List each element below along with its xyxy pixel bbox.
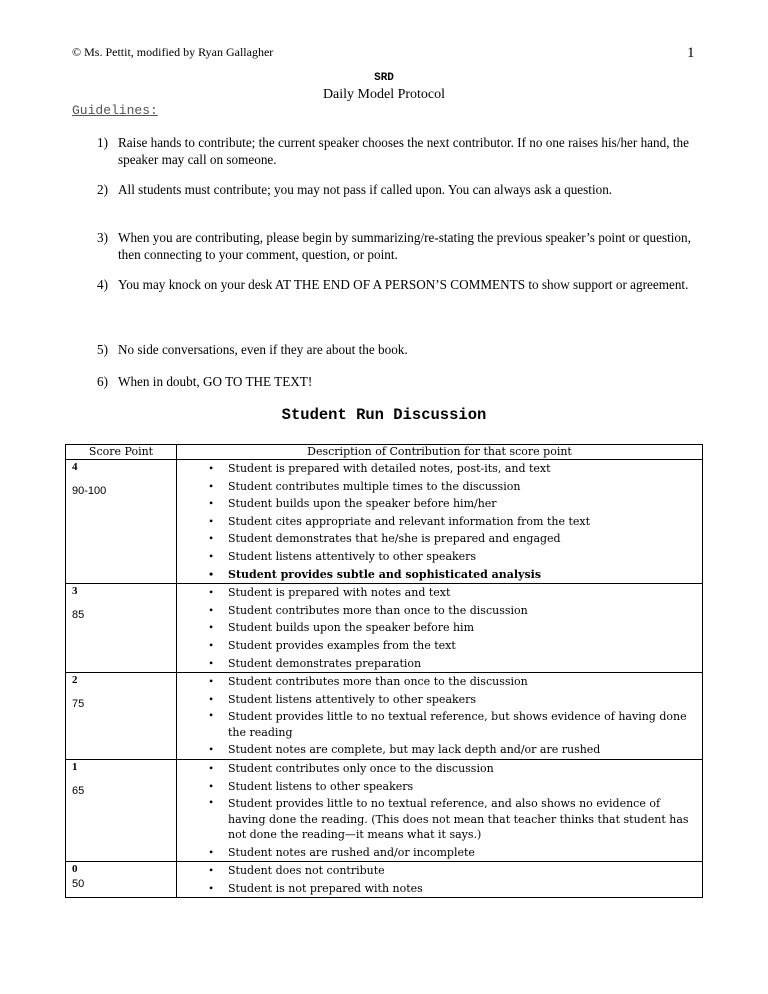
list-item: • Student notes are complete, but may lack depth and/or are rushed <box>177 741 702 759</box>
criteria-cell <box>177 673 703 760</box>
rubric-row-0 <box>66 862 703 898</box>
criteria-cell <box>177 759 703 861</box>
score-value: 1 <box>72 760 78 773</box>
rule-number: 6) <box>97 374 108 389</box>
criteria-cell <box>177 460 703 584</box>
guidelines-label: Guidelines: <box>72 103 158 118</box>
rule-number: 5) <box>97 342 108 357</box>
list-item: • Student is prepared with notes and text <box>177 584 702 602</box>
list-item: • Student does not contribute <box>177 862 702 880</box>
list-item: • Student cites appropriate and relevant information from the text <box>177 513 702 531</box>
score-cell <box>66 673 177 760</box>
rubric-row-1 <box>66 759 703 861</box>
score-range: 65 <box>72 784 85 797</box>
list-item: • Student contributes multiple times to the discussion <box>177 478 702 496</box>
rule-6 <box>97 374 697 391</box>
rule-5 <box>97 342 697 359</box>
score-value: 0 <box>72 863 78 876</box>
score-cell <box>66 460 177 584</box>
rubric-table <box>65 444 703 898</box>
rule-number: 1) <box>97 135 108 150</box>
rule-2 <box>97 182 697 199</box>
rule-3 <box>97 230 697 263</box>
score-cell <box>66 862 177 898</box>
score-range: 75 <box>72 698 85 711</box>
list-item: • Student builds upon the speaker before him/her <box>177 495 702 513</box>
score-value: 3 <box>72 585 78 598</box>
score-cell <box>66 759 177 861</box>
description-header: Description of Contribution for that score point <box>177 445 703 460</box>
document-subtitle: Daily Model Protocol <box>322 87 446 102</box>
score-range: 50 <box>72 878 85 891</box>
rule-number: 3) <box>97 230 108 245</box>
score-value: 4 <box>72 461 78 473</box>
rule-text: When you are contributing, please begin by summarizing/re-stating the previous speaker’s point or question, then connecting to your comment, question, or point. <box>118 230 691 262</box>
rule-text: When in doubt, GO TO THE TEXT! <box>118 374 313 389</box>
list-item: • Student contributes more than once to the discussion <box>177 602 702 620</box>
list-item: • Student listens attentively to other speakers <box>177 691 702 709</box>
copyright-notice: © Ms. Pettit, modified by Ryan Gallagher <box>72 45 274 59</box>
rubric-row-4 <box>66 460 703 584</box>
score-point-header: Score Point <box>66 445 177 460</box>
page-number: 1 <box>687 45 695 61</box>
list-item: • Student listens attentively to other speakers <box>177 548 702 566</box>
rule-text: You may knock on your desk AT THE END OF A PERSON’S COMMENTS to show support or agreement. <box>118 277 689 292</box>
section-heading: Student Run Discussion <box>281 406 487 424</box>
score-range: 90-100 <box>72 485 107 497</box>
list-item: • Student notes are rushed and/or incomplete <box>177 844 702 862</box>
list-item: • Student is prepared with detailed notes, post-its, and text <box>177 460 702 478</box>
rule-text: No side conversations, even if they are about the book. <box>118 342 408 357</box>
rubric-row-2 <box>66 673 703 760</box>
rule-1 <box>97 135 697 168</box>
list-item: • Student builds upon the speaker before him <box>177 619 702 637</box>
list-item: • Student provides examples from the text <box>177 637 702 655</box>
document-title: SRD <box>374 72 394 84</box>
score-cell <box>66 584 177 673</box>
score-value: 2 <box>72 674 78 687</box>
rule-number: 4) <box>97 277 108 292</box>
rule-number: 2) <box>97 182 108 197</box>
list-item: • Student demonstrates that he/she is prepared and engaged <box>177 530 702 548</box>
list-item: • Student contributes more than once to the discussion <box>177 673 702 691</box>
rule-4 <box>97 277 697 294</box>
rule-text: Raise hands to contribute; the current speaker chooses the next contributor. If no one raises his/her hand, the speaker may call on someone. <box>118 135 689 167</box>
list-item: • Student contributes only once to the discussion <box>177 760 702 778</box>
criteria-cell <box>177 862 703 898</box>
criteria-cell <box>177 584 703 673</box>
rubric-header-row <box>66 445 703 460</box>
rubric-row-3 <box>66 584 703 673</box>
rule-text: All students must contribute; you may not pass if called upon. You can always ask a question. <box>118 182 613 197</box>
score-range: 85 <box>72 609 85 622</box>
list-item: • Student provides subtle and sophisticated analysis <box>177 566 702 584</box>
list-item: • Student provides little to no textual reference, and also shows no evidence of having done the reading. (This does not mean that teacher thinks that student has not done the reading—it means what it says.) <box>177 795 702 844</box>
list-item: • Student listens to other speakers <box>177 778 702 796</box>
list-item: • Student demonstrates preparation <box>177 655 702 673</box>
list-item: • Student provides little to no textual reference, but shows evidence of having done the reading <box>177 708 702 741</box>
list-item: • Student is not prepared with notes <box>177 880 702 898</box>
